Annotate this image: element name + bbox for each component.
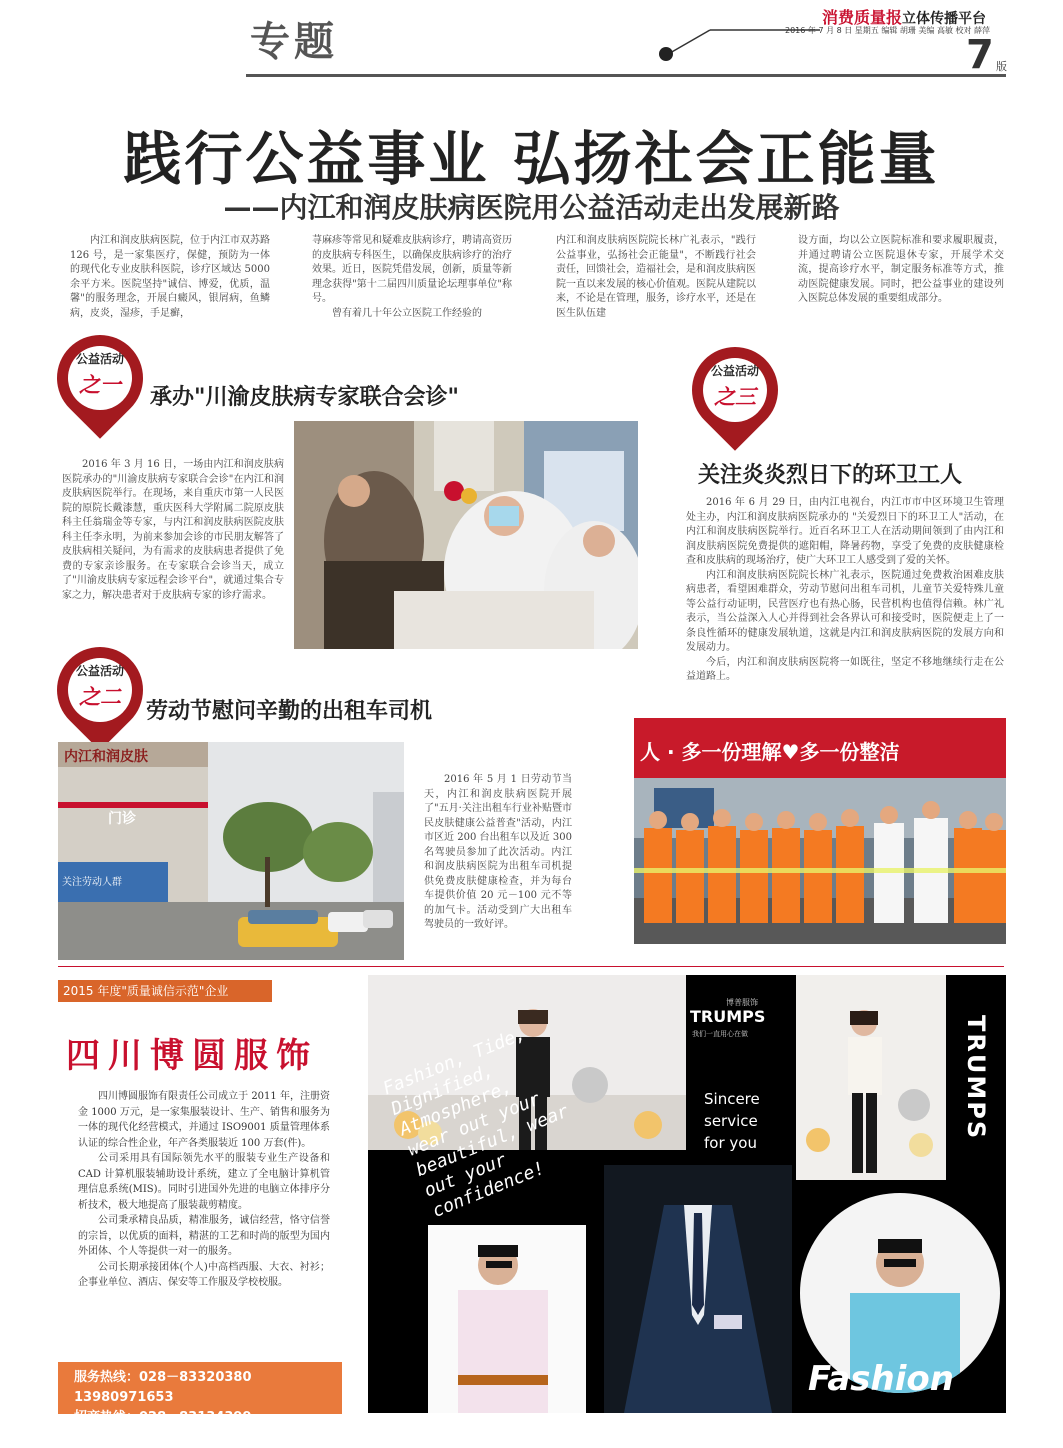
sincere-text: Sincere service for you [704, 1090, 760, 1152]
section3-title: 关注炎炎烈日下的环卫工人 [698, 462, 963, 488]
ad-slogan: Fashion, Tide, Dignified, Atmosphere, wear out your beautiful, wear out your confidence! [380, 1023, 572, 1222]
ad-photo-woman-white [796, 975, 946, 1180]
sanitation-workers-photo [634, 718, 1006, 944]
street-sign-2: 门诊 [108, 811, 136, 827]
fashion-script: Fashion [808, 1359, 954, 1399]
section-divider [58, 966, 1004, 967]
intro-col-3: 内江和润皮肤病医院院长林广礼表示，"践行公益事业，弘扬社会正能量"，不断践行社会责任，回馈社会，造福社会，是和润皮肤病医院一直以来发展的核心价值观。医院从建院以来，不论是在管理，服务，诊疗水平，还是在医生队伍建 [556, 235, 756, 319]
header-rule [246, 74, 1006, 77]
intro-col-2: 荨麻疹等常见和疑难皮肤病诊疗，聘请高资历的皮肤病专科医生，以确保皮肤病诊疗的治疗效果。近日，医院凭借发展，创新，质量等新理念获得"第十二届四川质量论坛理事单位"称号。 曾有着几十年公立医院工作经验的 [312, 235, 512, 319]
business-hotline: 招商热线：028－83134399 15928676049 [74, 1410, 252, 1445]
section1-body: 2016 年 3 月 16 日，一场由内江和润皮肤病医院承办的"川渝皮肤病专家联合会诊"在内江和润皮肤病医院举行。在现场，来自重庆市第一人民医院的原院长戴漆慧，重庆医科大学附属二院原皮肤科主任翁瑞金等专家，与内江和润皮肤病医院皮肤科主任李永明，为前来参加会诊的市民朋友解答了皮肤病相关疑问，为有需求的皮肤病患者提供了免费的专家亲诊服务。在专家联合会诊当天，成立了"川渝皮肤病专家远程会诊平台"，就通过集合专家之力，解决患者对于皮肤病专家的诊疗需求。 [62, 459, 284, 601]
section2-title: 劳动节慰问辛勤的出租车司机 [146, 698, 433, 724]
intro-col-4: 设方面，均以公立医院标准和要求履职履责，并通过聘请公立医院退休专家，开展学术交流，提高诊疗水平，制定服务标准等方式，推动医院健康发展。同时，把公益事业的建设列入医院总体发展的重要组成部分。 [798, 235, 1004, 304]
trumps-logo-block: 博普服饰 TRUMPS 我们一直用心在做 Sincere service for you [686, 993, 786, 1153]
activity-pin-3: 公益活动 之三 [690, 345, 780, 455]
street-sign-1: 内江和润皮肤 [64, 749, 148, 765]
company-name: 四川博圆服饰 [66, 1036, 318, 1076]
intro-col-1: 内江和润皮肤病医院，位于内江市双苏路 126 号，是一家集医疗，保健，预防为一体的现代化专业皮肤科医院，诊疗区域达 5000 余平方米。医院坚持"诚信、博爱，优质，温馨"的服务理念，开展白癜风，银屑病，鱼鳞病，皮炎，湿疹，手足癣， [70, 235, 270, 319]
activity-pin-2: 公益活动 之二 [55, 645, 145, 755]
activity-pin-1: 公益活动 之一 [55, 333, 145, 443]
headline: 践行公益事业 弘扬社会正能量 [123, 125, 940, 193]
trumps-vertical-logo: TRUMPS [962, 1015, 990, 1141]
section1-title: 承办"川渝皮肤病专家联合会诊" [150, 384, 459, 410]
section2-body: 2016 年 5 月 1 日劳动节当天，内江和润皮肤病医院开展了"五月·关注出租车行业补贴暨市民皮肤健康公益普查"活动，内江市区近 200 台出租车以及近 300 名驾驶员参加了此次活动。内江和润皮肤病医院为出租车司机提供免费皮肤健康检查，并为每台车提供价值 20 元－100 元不等的加气卡。活动受到广大出租车驾驶员的一致好评。 [424, 774, 572, 930]
page-unit: 版 [996, 60, 1007, 73]
section3-body: 2016 年 6 月 29 日，由内江电视台，内江市市中区环境卫生管理处主办，内江和润皮肤病医院承办的 "关爱烈日下的环卫工人"活动，在内江和润皮肤病医院举行。近百名环卫工人在活动期间领到了由内江和润皮肤病医院免费提供的遮阳帽，降暑药物，享受了免费的皮肤健康检查和皮肤病的现场治疗，使广大环卫工人感受到了爱的关怀。 内江和润皮肤病医院院长林广礼表示，医院通过免费救治困难皮肤病患者，看望困难群众，劳动节慰问出租车司机，儿童节关爱特殊儿童等公益行动证明，民营医疗也有热心肠，民营机构也值得信赖。林广礼表示，当公益深入人心并得到社会各界认可和接受时，医院便走上了一条良性循环的健康发展轨道，这就是内江和润皮肤病医院的发展方向和发展动力。 今后，内江和润皮肤病医院将一如既往，坚定不移地继续行走在公益道路上。 [686, 497, 1004, 682]
banner-text: 人 · 多一份理解♥多一份整洁 [640, 740, 900, 764]
ad-photo-man-shirt [428, 1225, 586, 1413]
fashion-ad-panel [368, 975, 1006, 1413]
hotline-box [58, 1362, 342, 1445]
service-hotline: 服务热线：028－83320380 13980971653 [74, 1370, 252, 1405]
section-tag: 专题 [250, 18, 338, 65]
brand-logo: 消费质量报立体传播平台 [822, 8, 987, 27]
subheadline: ——内江和润皮肤病医院用公益活动走出发展新路 [223, 191, 840, 224]
ad-body: 四川博圆服饰有限责任公司成立于 2011 年，注册资金 1000 万元，是一家集服装设计、生产、销售和服务为一体的现代化经营模式，并通过 ISO9001 质量管理体系认证的综合性企业，年产各类服装近 100 万套(件)。 公司采用具有国际领先水平的服装专业生产设备和 CAD 计算机服装辅助设计系统，建立了全电脑计算机管理信息系统(MIS)。同时引进国外先进的电脑立体排序分析技术，极大地提高了服装裁剪精度。 公司秉承精良品质，精准服务，诚信经营，恪守信誉的宗旨，以优质的面料，精湛的工艺和时尚的版型为国内外团体、个人等提供一对一的服务。 公司长期承接团体(个人)中高档西服、大衣、衬衫；企事业单位、酒店、保安等工作服及学校校服。 [78, 1091, 330, 1288]
page-number: 7 [966, 32, 994, 78]
consultation-photo [294, 421, 638, 649]
ad-tag: 2015 年度"质量诚信示范"企业 [58, 980, 272, 1002]
street-sign-3: 关注劳动人群 [62, 877, 122, 888]
issue-meta: 2016 年 7 月 8 日 星期五 编辑 胡珊 美编 高敏 校对 薛萍 [785, 26, 991, 35]
taxi-street-photo [58, 742, 404, 960]
ad-photo-suit [604, 1165, 792, 1413]
